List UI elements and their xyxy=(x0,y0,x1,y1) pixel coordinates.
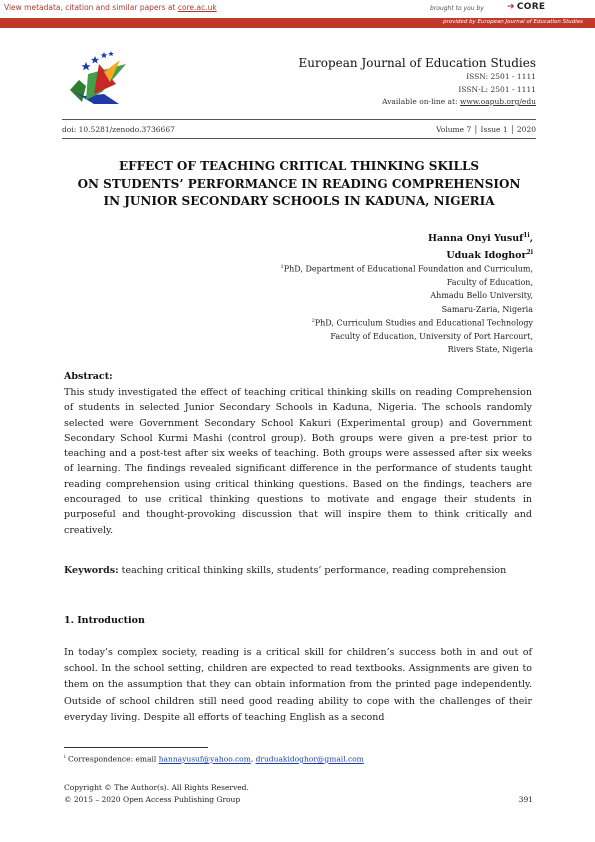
affiliation-line xyxy=(330,332,533,341)
author-sep: , xyxy=(529,233,533,245)
introduction-text: In today’s complex society, reading is a critical skill for children’s success both in and out of school. In the school setting, children are expected to read textbooks. Assignments are given to them on the assumption that they can obtain information from the printed page independently. Outside of school children still need good reading ability to cope with the challenges of their everyday living. Despite all efforts of teaching English as a second xyxy=(64,647,532,723)
brought-by-text: brought to you by xyxy=(430,5,484,12)
footnote-rule xyxy=(64,747,208,748)
affiliation-sup: 2 xyxy=(311,318,315,324)
keywords xyxy=(64,563,532,579)
affiliation-line xyxy=(312,318,533,328)
copyright-block xyxy=(64,782,249,805)
volume-issue: Volume 7 │ Issue 1 │ 2020 xyxy=(436,125,536,134)
core-banner xyxy=(0,0,595,28)
doi: doi: 10.5281/zenodo.3736667 xyxy=(62,125,175,134)
core-link[interactable]: core.ac.uk xyxy=(177,3,217,12)
title-line: IN JUNIOR SECONDARY SCHOOLS IN KADUNA, NIGERIA xyxy=(103,194,495,208)
journal-logo-icon xyxy=(64,50,134,106)
article-title xyxy=(62,158,536,211)
page-number: 391 xyxy=(518,795,533,804)
online-prefix: Available on-line at: xyxy=(382,97,458,106)
provided-by-bar xyxy=(0,18,595,28)
journal-url-link[interactable]: www.oapub.org/edu xyxy=(459,97,536,106)
author-name: Uduak Idoghor xyxy=(446,250,527,262)
affiliation-line xyxy=(430,291,533,300)
provided-by-text: provided by European Journal of Education Studies xyxy=(442,18,583,25)
abstract-label: Abstract: xyxy=(64,371,113,382)
affiliation-text: PhD, Curriculum Studies and Educational Technology xyxy=(314,318,533,328)
core-logo-text: CORE xyxy=(516,2,546,12)
affiliation-line xyxy=(448,345,533,354)
journal-name: European Journal of Education Studies xyxy=(298,56,536,70)
title-line: ON STUDENTS’ PERFORMANCE IN READING COMPREHENSION xyxy=(77,176,521,191)
author-name: Hanna Onyi Yusuf xyxy=(427,233,524,245)
footnote-sup: i xyxy=(64,754,66,760)
online-availability xyxy=(300,97,536,106)
affiliation-text: Rivers State, Nigeria xyxy=(447,345,533,354)
affiliation-line xyxy=(447,278,533,287)
core-logo[interactable] xyxy=(507,2,545,12)
affiliation-text: Samaru-Zaria, Nigeria xyxy=(441,305,533,314)
publisher-text: © 2015 – 2020 Open Access Publishing Group xyxy=(64,794,241,804)
keywords-label: Keywords: xyxy=(64,565,119,576)
header-rule-top xyxy=(62,119,536,120)
author-sup: 2i xyxy=(526,249,533,256)
core-metadata-link[interactable] xyxy=(4,3,217,12)
affiliation-sup: 1 xyxy=(280,264,284,270)
keywords-text: teaching critical thinking skills, students’ performance, reading comprehension xyxy=(121,565,507,576)
affiliation-line xyxy=(442,305,533,314)
affiliation-text: Faculty of Education, xyxy=(446,278,533,287)
author-2 xyxy=(446,249,533,261)
copyright-text: Copyright © The Author(s). All Rights Reserved. xyxy=(64,783,249,792)
footnote-prefix: Correspondence: email xyxy=(68,754,157,764)
title-line: EFFECT OF TEACHING CRITICAL THINKING SKILLS xyxy=(118,159,480,173)
issn: ISSN: 2501 - 1111 xyxy=(466,72,536,81)
author-sup: 1i xyxy=(523,232,530,239)
email-link[interactable]: druduakidoghor@gmail.com xyxy=(255,754,364,764)
section-heading: 1. Introduction xyxy=(64,615,145,626)
email-link[interactable]: hannayusuf@yahoo.com xyxy=(158,754,251,764)
core-metadata-text: View metadata, citation and similar papers at xyxy=(4,3,176,12)
author-1 xyxy=(428,232,533,244)
header-rule-bottom xyxy=(62,138,536,139)
footnote-separator: , xyxy=(250,754,254,764)
affiliation-line xyxy=(281,264,534,274)
affiliation-text: Ahmadu Bello University, xyxy=(430,291,533,300)
affiliation-text: PhD, Department of Educational Foundation and Curriculum, xyxy=(283,264,533,274)
issn-l: ISSN-L: 2501 - 1111 xyxy=(458,85,536,94)
core-arrow-icon: ➜ xyxy=(507,2,515,12)
affiliation-text: Faculty of Education, University of Port Harcourt, xyxy=(330,332,533,341)
abstract-text: This study investigated the effect of teaching critical thinking skills on reading Comprehension of students in selected Junior Secondary Schools in Kaduna, Nigeria. The schools randomly selected were Government Secondary School Kakuri (Experimental group) and Government Secondary School Kurmi Mashi (control group). Both groups were given a pre-test prior to teaching and a post-test after six weeks of teaching. Both groups were assessed after six weeks of learning. The findings revealed significant difference in the performance of students taught reading comprehension using critical thinking questions. Based on the findings, teachers are encouraged to use critical thinking questions to motivate and engage their students in purposeful and thought-provoking discussion that will inspire them to think critically and creatively. xyxy=(64,387,532,536)
footnote xyxy=(64,754,364,764)
